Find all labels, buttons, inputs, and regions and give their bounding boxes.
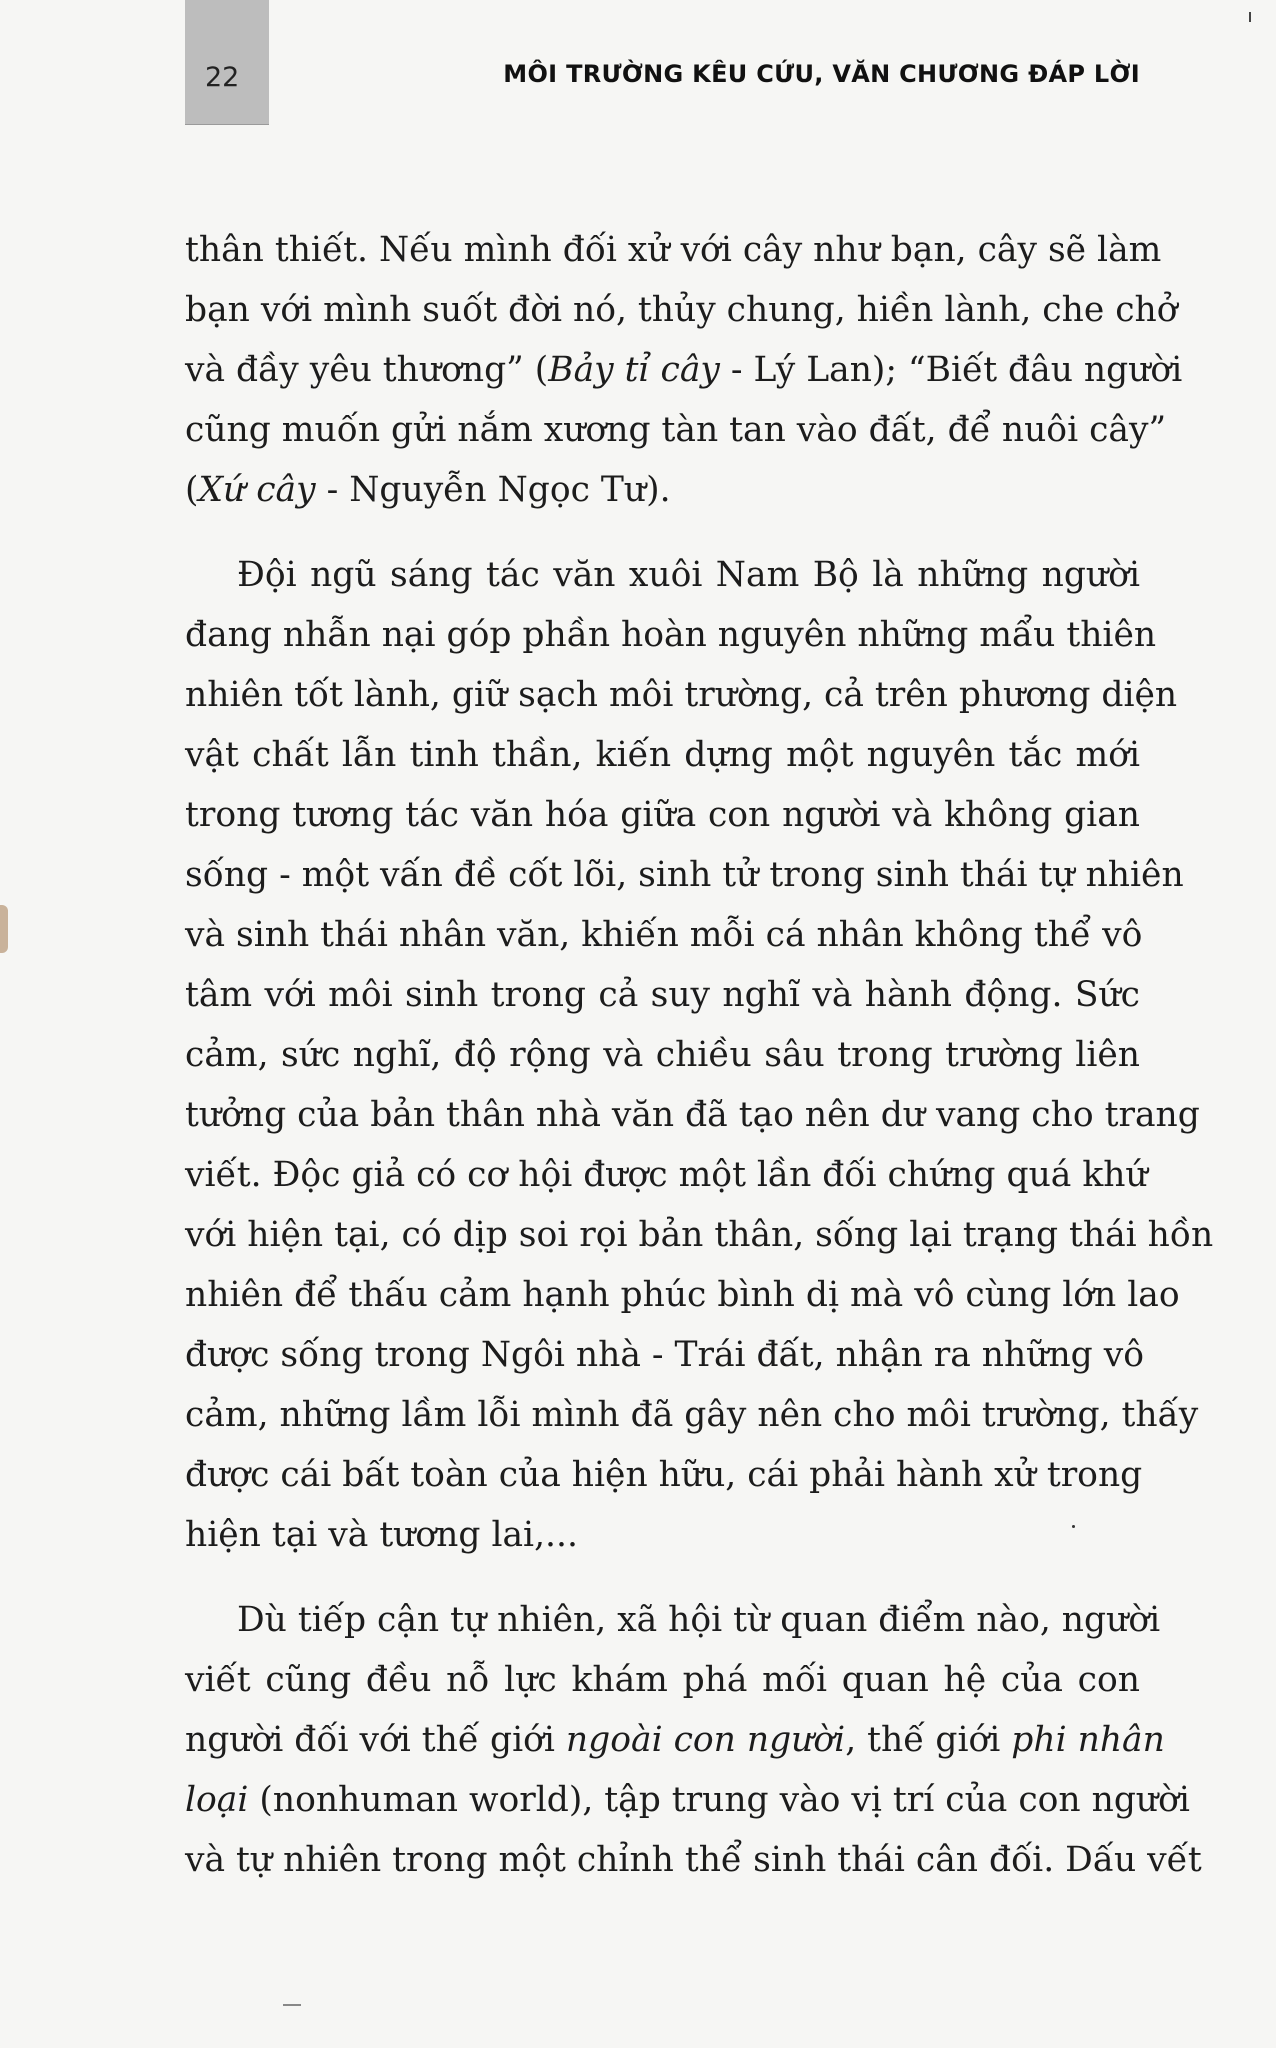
text-line: cảm, sức nghĩ, độ rộng và chiều sâu trong trường liên (185, 1035, 1140, 1075)
text-line: Đội ngũ sáng tác văn xuôi Nam Bộ là những người (237, 555, 1140, 595)
scan-mark (1249, 12, 1251, 22)
scan-mark-bottom (283, 2004, 301, 2006)
text-line: viết. Độc giả có cơ hội được một lần đối chứng quá khứ (185, 1155, 1148, 1195)
text-line: thân thiết. Nếu mình đối xử với cây như bạn, cây sẽ làm (185, 230, 1162, 270)
text-line: hiện tại và tương lai,... (185, 1515, 578, 1555)
paragraph-gap (185, 520, 1140, 545)
text-line: tâm với môi sinh trong cả suy nghĩ và hành động. Sức (185, 975, 1140, 1015)
text-line: nhiên để thấu cảm hạnh phúc bình dị mà vô cùng lớn lao (185, 1275, 1180, 1315)
text-line: Dù tiếp cận tự nhiên, xã hội từ quan điểm nào, người (237, 1600, 1161, 1640)
page-edge-mark (0, 905, 8, 953)
text-line: (Xứ cây - Nguyễn Ngọc Tư). (185, 470, 671, 510)
paragraph (185, 220, 1183, 520)
body-text (185, 220, 1214, 1890)
running-title: MÔI TRƯỜNG KÊU CỨU, VĂN CHƯƠNG ĐÁP LỜI (503, 60, 1140, 88)
text-line: viết cũng đều nỗ lực khám phá mối quan hệ của con (185, 1660, 1140, 1700)
text-line: và sinh thái nhân văn, khiến mỗi cá nhân không thể vô (185, 915, 1143, 955)
text-line: và đầy yêu thương” (Bảy tỉ cây - Lý Lan); “Biết đâu người (185, 350, 1183, 390)
text-line: tưởng của bản thân nhà văn đã tạo nên dư vang cho trang (185, 1095, 1200, 1135)
text-line: trong tương tác văn hóa giữa con người và không gian (185, 795, 1140, 835)
text-line: được sống trong Ngôi nhà - Trái đất, nhận ra những vô (185, 1335, 1144, 1375)
text-line: bạn với mình suốt đời nó, thủy chung, hiền lành, che chở (185, 290, 1178, 330)
text-line: loại (nonhuman world), tập trung vào vị trí của con người (185, 1780, 1190, 1820)
text-line: với hiện tại, có dịp soi rọi bản thân, sống lại trạng thái hồn (185, 1215, 1214, 1255)
text-line: người đối với thế giới ngoài con người, thế giới phi nhân (185, 1720, 1165, 1760)
text-line: được cái bất toàn của hiện hữu, cái phải hành xử trong (185, 1455, 1143, 1495)
paragraph-gap (185, 1565, 1140, 1590)
text-line: cảm, những lầm lỗi mình đã gây nên cho môi trường, thấy (185, 1395, 1199, 1435)
text-line: cũng muốn gửi nắm xương tàn tan vào đất, để nuôi cây” (185, 410, 1167, 450)
text-line: vật chất lẫn tinh thần, kiến dựng một nguyên tắc mới (185, 735, 1140, 775)
page-number: 22 (205, 62, 240, 93)
paragraph (185, 1590, 1202, 1890)
text-line: đang nhẫn nại góp phần hoàn nguyên những mẩu thiên (185, 615, 1157, 655)
paragraph (185, 545, 1214, 1565)
text-line: và tự nhiên trong một chỉnh thể sinh thái cân đối. Dấu vết (185, 1840, 1202, 1880)
text-line: sống - một vấn đề cốt lõi, sinh tử trong sinh thái tự nhiên (185, 855, 1184, 895)
text-line: nhiên tốt lành, giữ sạch môi trường, cả trên phương diện (185, 675, 1178, 715)
